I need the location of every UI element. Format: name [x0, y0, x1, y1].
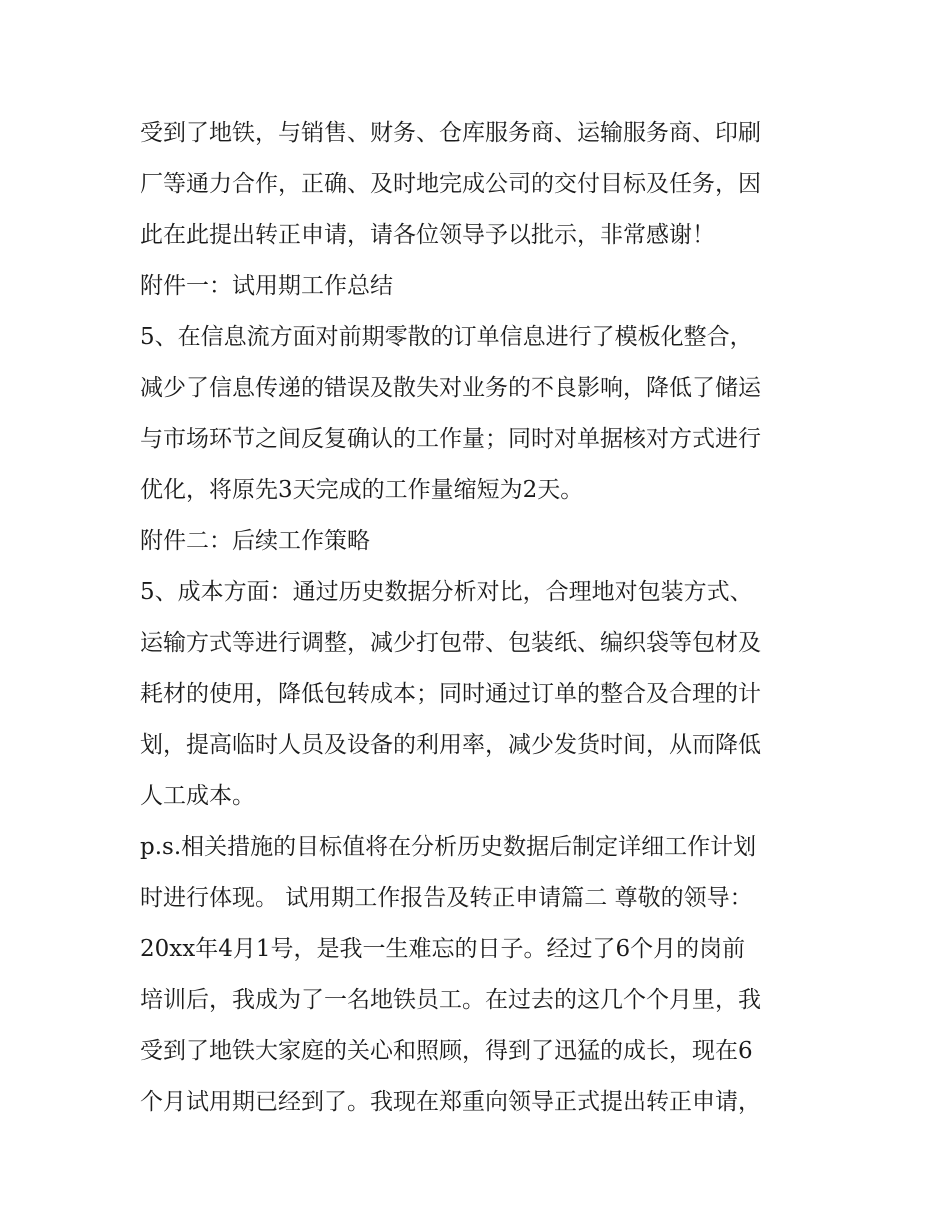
document-body	[140, 108, 820, 1128]
text-line: p.s.相关措施的目标值将在分析历史数据后制定详细工作计划	[140, 834, 757, 860]
text-line: 此在此提出转正申请，请各位领导予以批示，非常感谢！	[140, 222, 715, 248]
text-line: 与市场环节之间反复确认的工作量；同时对单据核对方式进行	[140, 426, 761, 452]
text-line: 受到了地铁大家庭的关心和照顾，得到了迅猛的成长，现在6	[140, 1038, 753, 1064]
text-line: 划，提高临时人员及设备的利用率，减少发货时间，从而降低	[140, 732, 761, 758]
text-line: 5、在信息流方面对前期零散的订单信息进行了模板化整合，	[140, 324, 753, 350]
attachment-heading: 附件二：后续工作策略	[140, 528, 370, 554]
text-line: 运输方式等进行调整，减少打包带、包装纸、编织袋等包材及	[140, 630, 761, 656]
text-line: 人工成本。	[140, 783, 255, 809]
text-line: 受到了地铁，与销售、财务、仓库服务商、运输服务商、印刷	[140, 120, 761, 146]
text-line: 培训后，我成为了一名地铁员工。在过去的这几个个月里，我	[140, 987, 761, 1013]
text-line: 个月试用期已经到了。我现在郑重向领导正式提出转正申请，	[140, 1089, 761, 1115]
text-line: 5、成本方面：通过历史数据分析对比，合理地对包装方式、	[140, 579, 753, 605]
text-line: 耗材的使用，降低包转成本；同时通过订单的整合及合理的计	[140, 681, 761, 707]
text-line: 20xx年4月1号，是我一生难忘的日子。经过了6个月的岗前	[140, 936, 746, 962]
text-line: 优化，将原先3天完成的工作量缩短为2天。	[140, 477, 584, 503]
text-line: 时进行体现。 试用期工作报告及转正申请篇二 尊敬的领导：	[140, 885, 753, 911]
text-line: 减少了信息传递的错误及散失对业务的不良影响，降低了储运	[140, 375, 761, 401]
attachment-heading: 附件一：试用期工作总结	[140, 273, 393, 299]
text-line: 厂等通力合作，正确、及时地完成公司的交付目标及任务，因	[140, 171, 761, 197]
